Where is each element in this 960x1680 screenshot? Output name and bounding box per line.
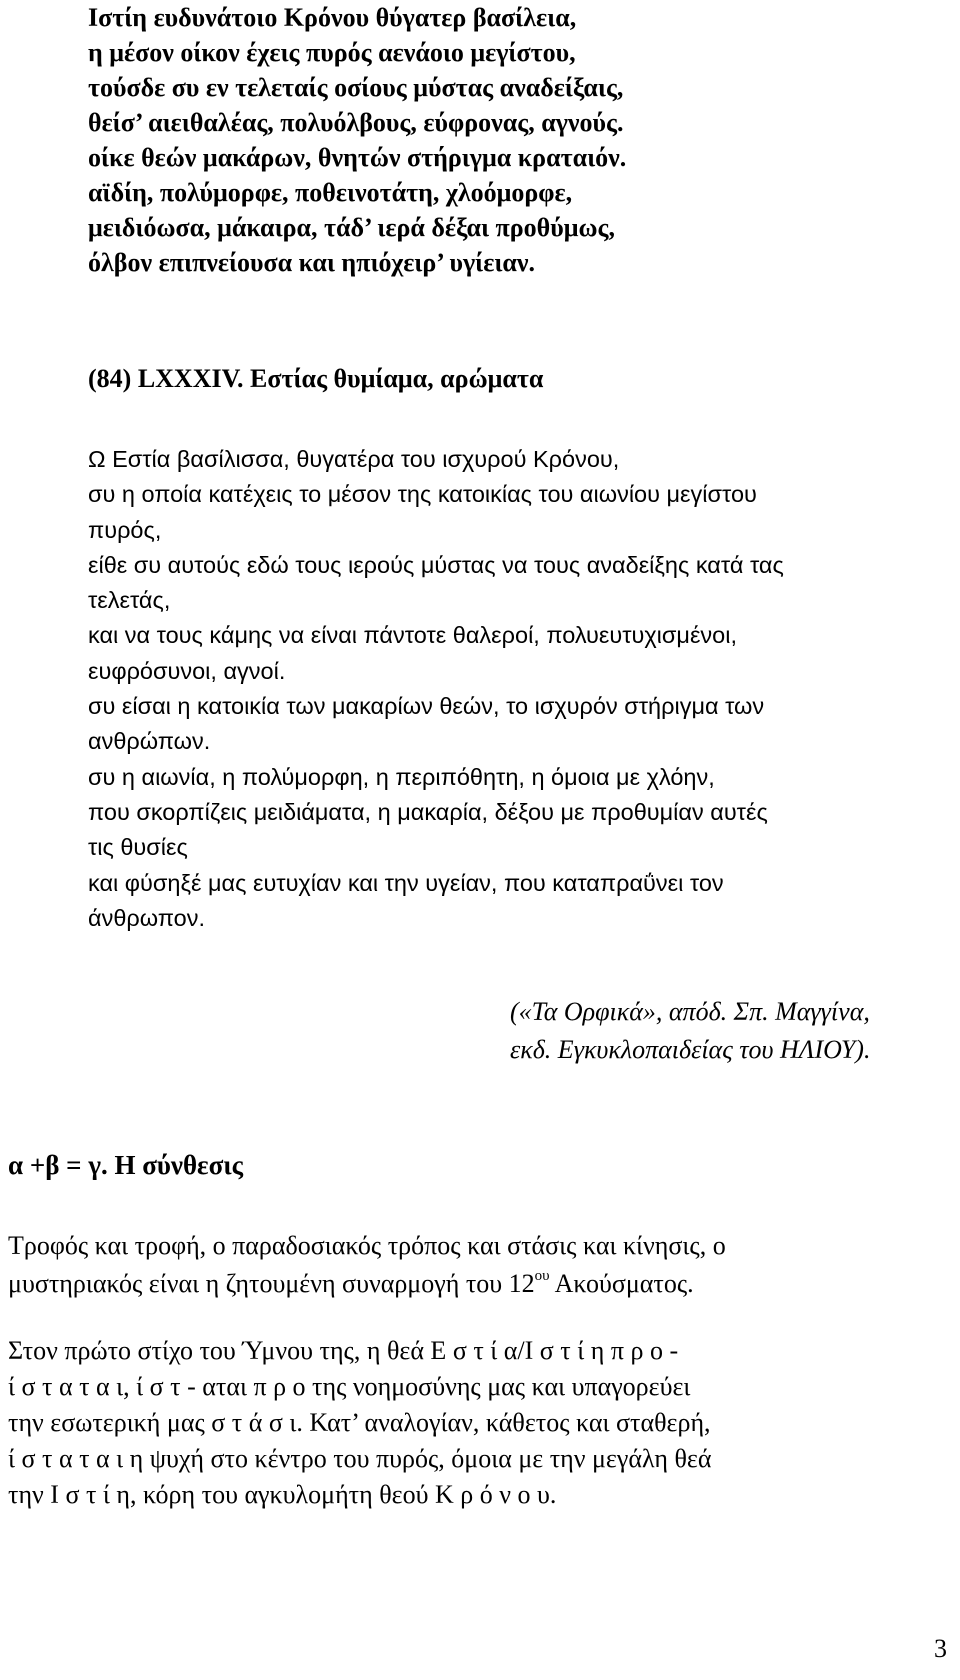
- hymn-verse: [88, 0, 928, 280]
- hymn-line: αϊδίη, πολύμορφε, ποθεινοτάτη, χλοόμορφε,: [88, 178, 573, 207]
- paragraph-line: την Ι σ τ ί η, κόρη του αγκυλομήτη θεού Κ ρ ό ν ο υ.: [8, 1480, 557, 1509]
- translation-line: τις θυσίες: [88, 834, 188, 861]
- translation-line: και φύσηξέ μας ευτυχίαν και την υγείαν, που καταπραΰνει τον: [88, 869, 724, 896]
- translation-line: πυρός,: [88, 516, 162, 543]
- hymn-line: μειδιόωσα, μάκαιρα, τάδ’ ιερά δέξαι προθύμως,: [88, 213, 615, 242]
- translation-line: συ είσαι η κατοικία των μακαρίων θεών, το ισχυρόν στήριγμα των: [88, 693, 765, 720]
- page-number: 3: [934, 1634, 947, 1663]
- hymn-line: θείσ’ αιειθαλέας, πολυόλβους, εύφρονας, αγνούς.: [88, 108, 624, 137]
- text-segment: μυστηριακός είναι η ζητουμένη συναρμογή του 12: [8, 1269, 535, 1298]
- translation-line: συ η οποία κατέχεις το μέσον της κατοικίας του αιωνίου μεγίστου: [88, 481, 757, 508]
- translation-line: είθε συ αυτούς εδώ τους ιερούς μύστας να τους αναδείξης κατά τας: [88, 551, 784, 578]
- text-segment: Ακούσματος.: [549, 1269, 694, 1298]
- translation-line: Ω Εστία βασίλισσα, θυγατέρα του ισχυρού Κρόνου,: [88, 446, 620, 472]
- paragraph-line: [8, 1265, 948, 1303]
- translation-line: ανθρώπων.: [88, 728, 211, 755]
- paragraph-line: Τροφός και τροφή, ο παραδοσιακός τρόπος και στάσις και κίνησις, ο: [8, 1231, 726, 1260]
- hymn-line: όλβον επιπνείουσα και ηπιόχειρ’ υγίειαν.: [88, 248, 536, 277]
- ordinal-superscript: ου: [534, 1268, 550, 1284]
- source-citation: [510, 993, 950, 1069]
- paragraph-hymn-analysis: [8, 1333, 948, 1513]
- section-heading: α +β = γ. Η σύνθεσις: [8, 1150, 244, 1180]
- translation-line: που σκορπίζεις μειδιάματα, η μακαρία, δέξου με προθυμίαν αυτές: [88, 798, 768, 825]
- translation-line: συ η αιωνία, η πολύμορφη, η περιπόθητη, η όμοια με χλόην,: [88, 763, 715, 790]
- paragraph-line: ί σ τ α τ α ι, ί σ τ - αται π ρ ο της νοημοσύνης μας και υπαγορεύει: [8, 1372, 691, 1401]
- hymn-line: η μέσον οίκον έχεις πυρός αενάοιο μεγίστου,: [88, 38, 576, 67]
- citation-line: («Τα Ορφικά», απόδ. Σπ. Μαγγίνα,: [510, 997, 870, 1026]
- translation-line: και να τους κάμης να είναι πάντοτε θαλεροί, πολυευτυχισμένοι,: [88, 622, 737, 649]
- hymn-line: Ιστίη ευδυνάτοιο Κρόνου θύγατερ βασίλεια,: [88, 3, 577, 32]
- translation-line: ευφρόσυνοι, αγνοί.: [88, 657, 286, 684]
- translation-line: τελετάς,: [88, 587, 171, 614]
- paragraph-line: Στον πρώτο στίχο του Ύμνου της, η θεά Ε σ τ ί α/Ι σ τ ί η π ρ ο -: [8, 1336, 679, 1365]
- hymn-line: οίκε θεών μακάρων, θνητών στήριγμα κραταιόν.: [88, 143, 627, 172]
- paragraph-line: ί σ τ α τ α ι η ψυχή στο κέντρο του πυρός, όμοια με την μεγάλη θεά: [8, 1444, 712, 1473]
- translation-line: άνθρωπον.: [88, 904, 206, 931]
- hymn-heading: (84) LXXXIV. Εστίας θυμίαμα, αρώματα: [88, 364, 544, 393]
- hymn-line: τούσδε συ εν τελεταίς οσίους μύστας αναδείξαις,: [88, 73, 624, 102]
- paragraph-line: την εσωτερική μας σ τ ά σ ι. Κατ’ αναλογίαν, κάθετος και σταθερή,: [8, 1408, 711, 1437]
- citation-line: εκδ. Εγκυκλοπαιδείας του ΗΛΙΟΥ).: [510, 1035, 871, 1064]
- hymn-translation: [88, 442, 940, 936]
- paragraph-synthesis: [8, 1227, 948, 1303]
